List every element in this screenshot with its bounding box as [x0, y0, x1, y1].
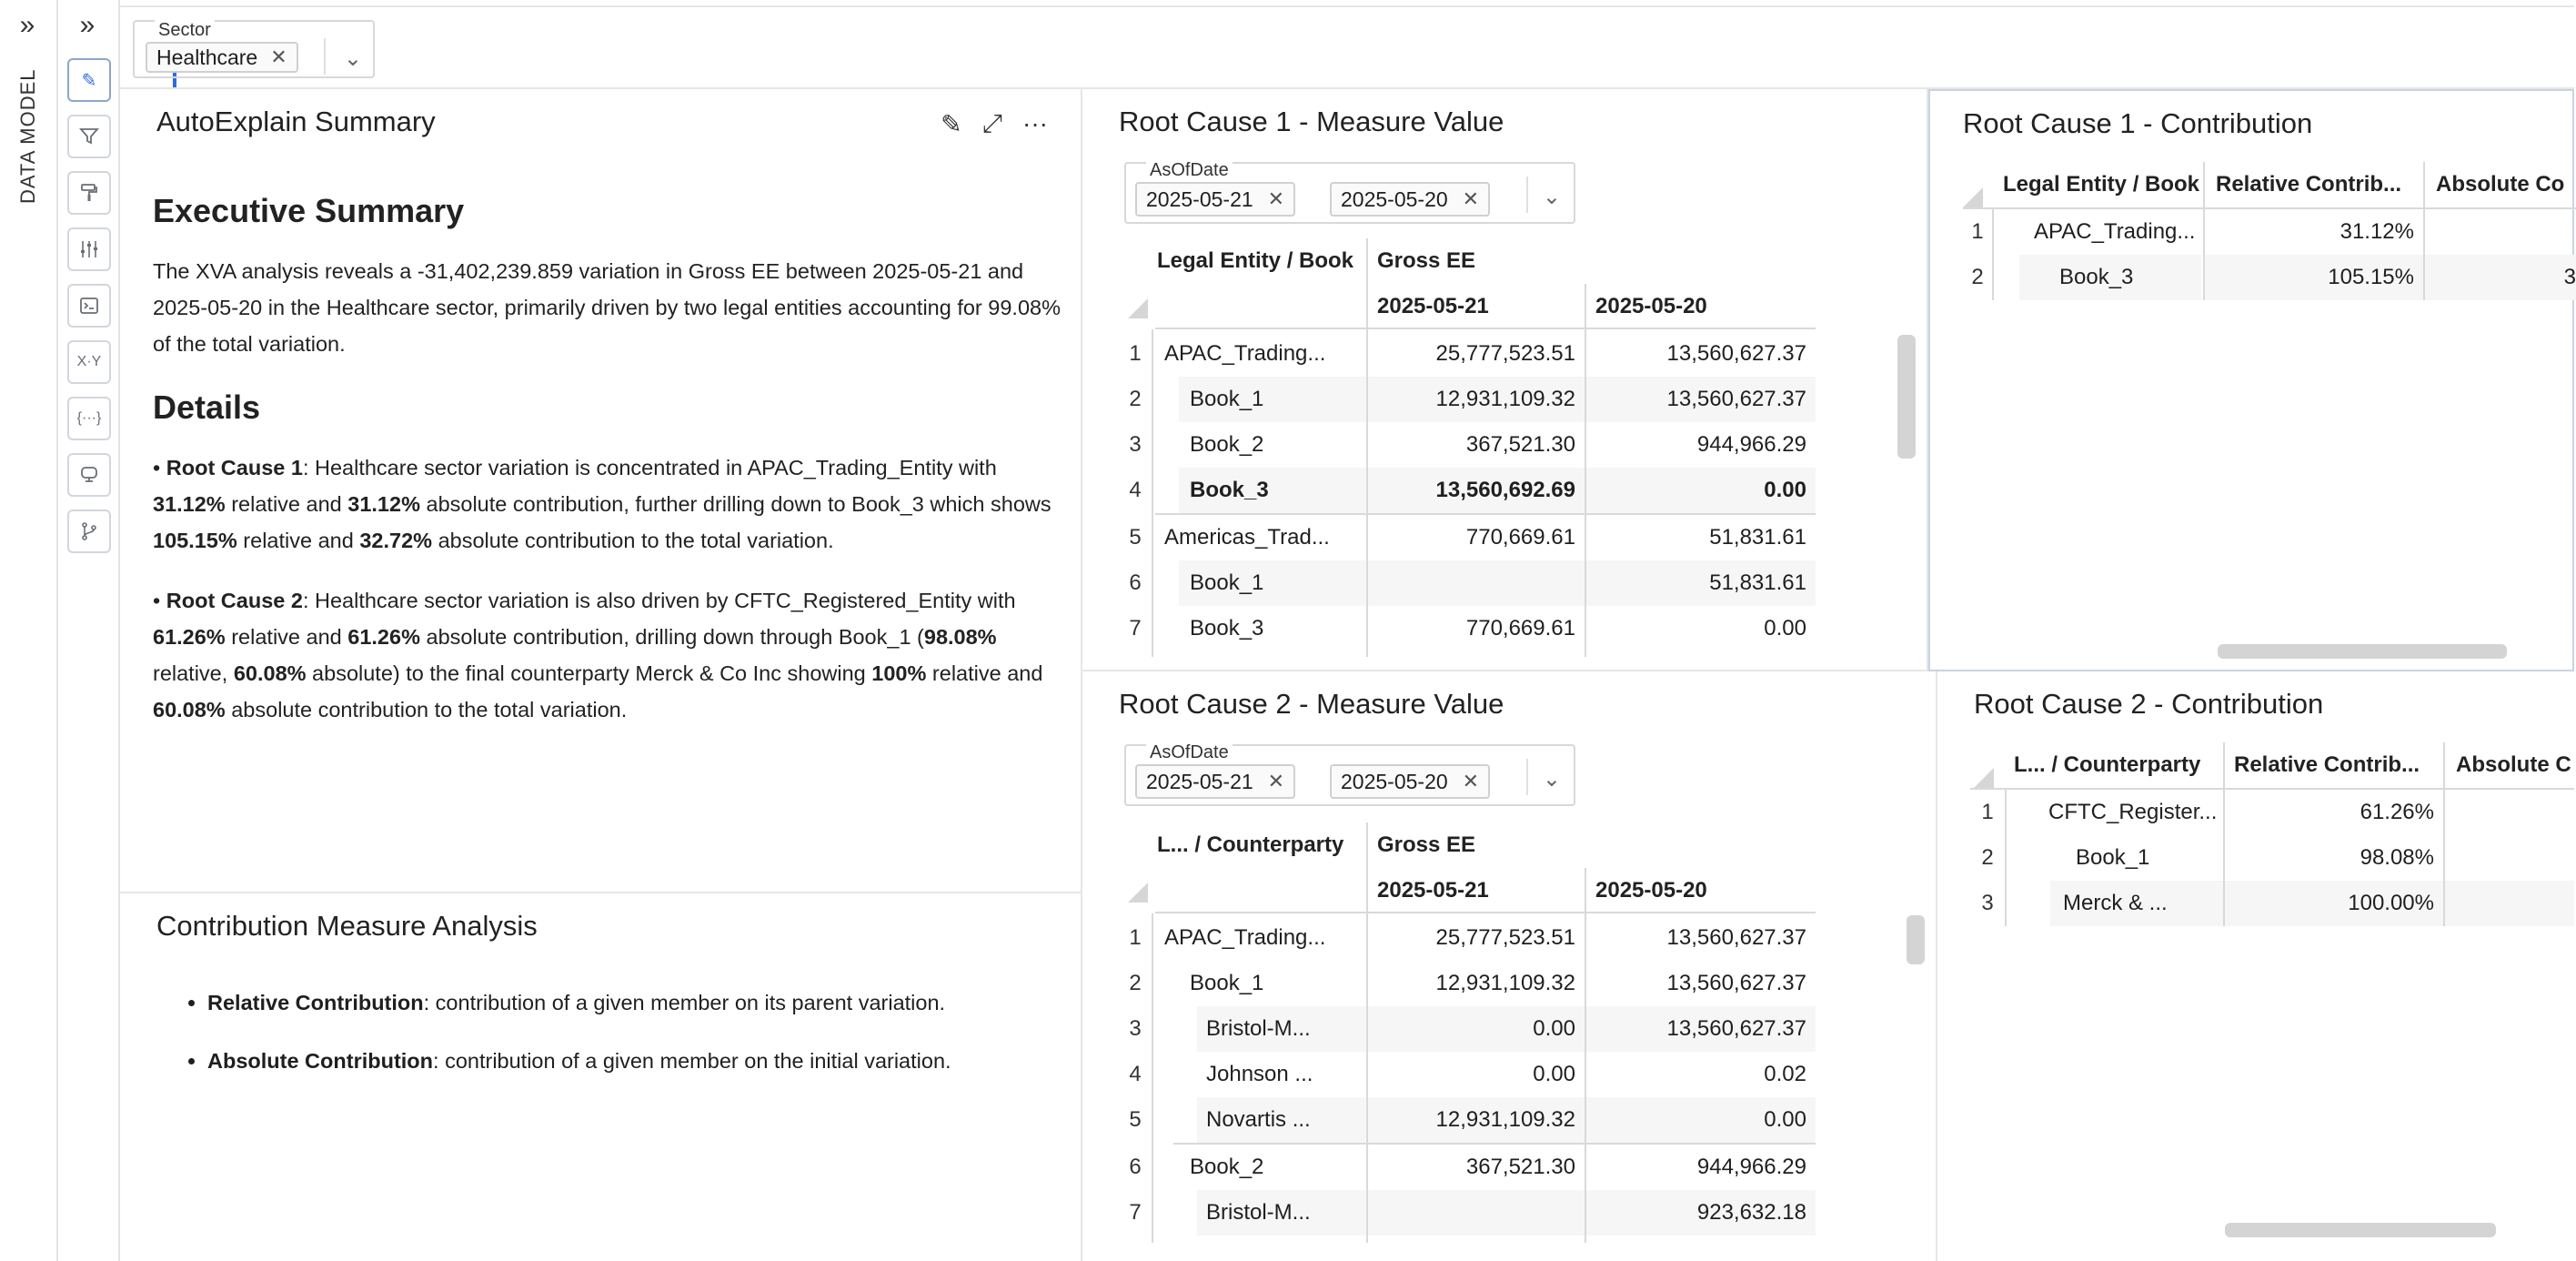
close-icon[interactable]: ✕	[1462, 187, 1480, 210]
sliders-icon[interactable]	[67, 227, 111, 271]
date-chip[interactable]: 2025-05-20 ✕	[1330, 182, 1490, 217]
widget-title: AutoExplain Summary	[156, 106, 436, 137]
table-corner	[1974, 768, 1994, 788]
rc1-measure-table: Legal Entity / Book Gross EE 2025-05-21 2025-05-20 1 APAC_Trading... 25,777,523.51 13,560,627.37 2 Book_1 12,931,109.32 13,560,627.37 3 Book_2 367,521.30 944,966.29 4 Book_3 13,560,692.69 0.00 5 Americas_Trad... 770,669.61 51,831.61 6 Book_1 51,831.61 7 Book_3 770,669.61 0.00	[1119, 238, 1819, 657]
rc2-measure-table: L... / Counterparty Gross EE 2025-05-21 2025-05-20 1 APAC_Trading... 25,777,523.51 13,560,627.37 2 Book_1 12,931,109.32 13,560,627.37 3 Bristol-M... 0.00 13,560,627.37 4 Johnson ... 0.00 0.02 5 Novartis ... 12,931,109.32 0.00 6 Book_2 367,521.30 944,966.29 7 Bristol-M... 923,632.18	[1119, 822, 1819, 1243]
list-item: • Absolute Contribution: contribution of a given member on the initial variation.	[207, 1043, 1062, 1079]
pencil-icon[interactable]: ✎	[67, 58, 111, 102]
close-icon[interactable]: ✕	[1267, 187, 1285, 210]
root-cause-2-text: • Root Cause 2: Healthcare sector variation is also driven by CFTC_Registered_Entity with 61.26% relative and 61.26% absolute contribution, drilling down through Book_1 (98.08% relative, 60.08% absolute) to the final counterparty Merck & Co Inc showing 100% relative and 60.08% absolute contribution to the total variation.	[153, 589, 1043, 721]
filter-icon[interactable]	[67, 115, 111, 158]
expand-icon[interactable]: ⤢	[981, 109, 1003, 137]
date-chip[interactable]: 2025-05-20 ✕	[1330, 764, 1490, 799]
divider	[324, 38, 326, 75]
widget-toolbar	[941, 109, 1048, 139]
tools-rail	[58, 0, 120, 1261]
vertical-scrollbar[interactable]	[1897, 335, 1916, 459]
asofdate-filter[interactable]	[1124, 744, 1575, 806]
outer-rail	[0, 0, 58, 1261]
column-header[interactable]: Legal Entity / Book	[1157, 248, 1354, 273]
widget-title: Root Cause 2 - Measure Value	[1119, 688, 1504, 720]
asofdate-filter-label: AsOfDate	[1146, 160, 1233, 181]
double-chevron-right-icon[interactable]: »	[79, 10, 96, 40]
column-header[interactable]: Legal Entity / Book	[2003, 172, 2200, 197]
divider	[1992, 209, 1994, 300]
sector-filter[interactable]	[133, 20, 375, 78]
data-model-label[interactable]: DATA MODEL	[16, 68, 39, 205]
column-header[interactable]: 2025-05-21	[1377, 878, 1489, 903]
column-header[interactable]: Relative Contrib...	[2216, 172, 2402, 197]
contribution-list	[207, 984, 1062, 1101]
chevron-down-icon[interactable]: ⌄	[343, 46, 362, 71]
close-icon[interactable]: ✕	[1462, 770, 1480, 792]
column-header[interactable]: Gross EE	[1377, 832, 1476, 857]
paint-roller-icon[interactable]	[67, 171, 111, 215]
close-icon[interactable]: ✕	[1267, 770, 1285, 792]
rc1-measure-widget	[1082, 89, 1928, 671]
column-header[interactable]: Gross EE	[1377, 248, 1476, 273]
list-item: • Relative Contribution: contribution of a given member on its parent variation.	[207, 984, 1062, 1021]
column-header[interactable]: Relative Contrib...	[2234, 752, 2420, 777]
summary-body	[153, 189, 1062, 752]
top-border	[0, 0, 2574, 7]
column-header[interactable]: L... / Counterparty	[1157, 832, 1344, 857]
braces-icon[interactable]: {···}	[67, 397, 111, 440]
widget-title: Root Cause 1 - Contribution	[1963, 107, 2313, 139]
horizontal-scrollbar[interactable]	[2218, 644, 2507, 659]
table-corner	[1128, 298, 1148, 318]
autoexplain-summary-widget	[120, 89, 1082, 892]
branch-icon[interactable]	[67, 509, 111, 553]
contribution-analysis-widget	[120, 892, 1082, 1261]
divider	[1155, 328, 1816, 329]
widget-title: Root Cause 2 - Contribution	[1974, 688, 2324, 720]
asofdate-filter-label: AsOfDate	[1146, 742, 1233, 763]
details-heading: Details	[153, 388, 261, 426]
executive-summary-text: The XVA analysis reveals a -31,402,239.859 variation in Gross EE between 2025-05-21 and 2025-05-20 in the Healthcare sector, primarily driven by two legal entities accounting for 99.08% of the total variation.	[153, 259, 1061, 356]
xy-icon[interactable]: X·Y	[67, 340, 111, 384]
sector-chip[interactable]	[146, 42, 298, 73]
column-header[interactable]: L... / Counterparty	[2014, 752, 2201, 777]
close-icon[interactable]: ✕	[270, 45, 287, 68]
sector-chip-label: Healthcare	[156, 45, 258, 69]
more-icon[interactable]: ···	[1022, 109, 1048, 137]
chevron-down-icon[interactable]: ⌄	[1542, 185, 1561, 209]
table-corner	[1128, 883, 1148, 903]
rc1-contribution-table: Legal Entity / Book Relative Contrib... Absolute Co 1 APAC_Trading... 31.12% 2 Book_3 105.15% 3	[1963, 162, 2576, 398]
divider	[1152, 329, 1153, 657]
column-header[interactable]: 2025-05-20	[1595, 294, 1707, 318]
date-chip[interactable]: 2025-05-21 ✕	[1135, 764, 1295, 799]
table-corner	[1963, 187, 1983, 207]
rc2-measure-widget	[1082, 671, 1937, 1261]
chevron-down-icon[interactable]: ⌄	[1542, 767, 1561, 792]
filter-bar	[120, 7, 2574, 89]
column-header[interactable]: 2025-05-20	[1595, 878, 1707, 903]
date-chip[interactable]: 2025-05-21 ✕	[1135, 182, 1295, 217]
terminal-icon[interactable]	[67, 284, 111, 328]
divider	[2005, 790, 2007, 926]
executive-summary-heading: Executive Summary	[153, 192, 465, 229]
column-header[interactable]: Absolute Co	[2436, 172, 2565, 197]
column-header[interactable]: 2025-05-21	[1377, 294, 1489, 318]
column-header[interactable]: Absolute C	[2456, 752, 2571, 777]
divider	[1526, 177, 1528, 213]
vertical-scrollbar[interactable]	[1907, 915, 1925, 964]
rc2-contribution-widget	[1937, 671, 2574, 1261]
divider	[1152, 913, 1153, 1243]
asofdate-filter[interactable]	[1124, 162, 1575, 224]
rc1-contribution-widget	[1928, 89, 2574, 671]
divider	[1526, 759, 1528, 795]
horizontal-scrollbar[interactable]	[2225, 1223, 2496, 1237]
double-chevron-right-icon[interactable]: »	[19, 10, 35, 40]
widget-title: Root Cause 1 - Measure Value	[1119, 106, 1504, 137]
chat-icon[interactable]	[67, 453, 111, 497]
rc2-contribution-table: L... / Counterparty Relative Contrib... Absolute C 1 CFTC_Register... 61.26% 2 Book_1 98.08% 3 Merck & ... 100.00%	[1970, 742, 2574, 979]
widget-title: Contribution Measure Analysis	[156, 910, 538, 942]
divider	[1155, 912, 1816, 913]
sector-filter-label: Sector	[155, 20, 215, 41]
edit-icon[interactable]: ✎	[941, 110, 962, 138]
root-cause-1-text: • Root Cause 1: Healthcare sector variation is concentrated in APAC_Trading_Entity with 31.12% relative and 31.12% absolute contribution, further drilling down to Book_3 which shows 105.15% relative and 32.72% absolute contribution to the total variation.	[153, 456, 1052, 552]
